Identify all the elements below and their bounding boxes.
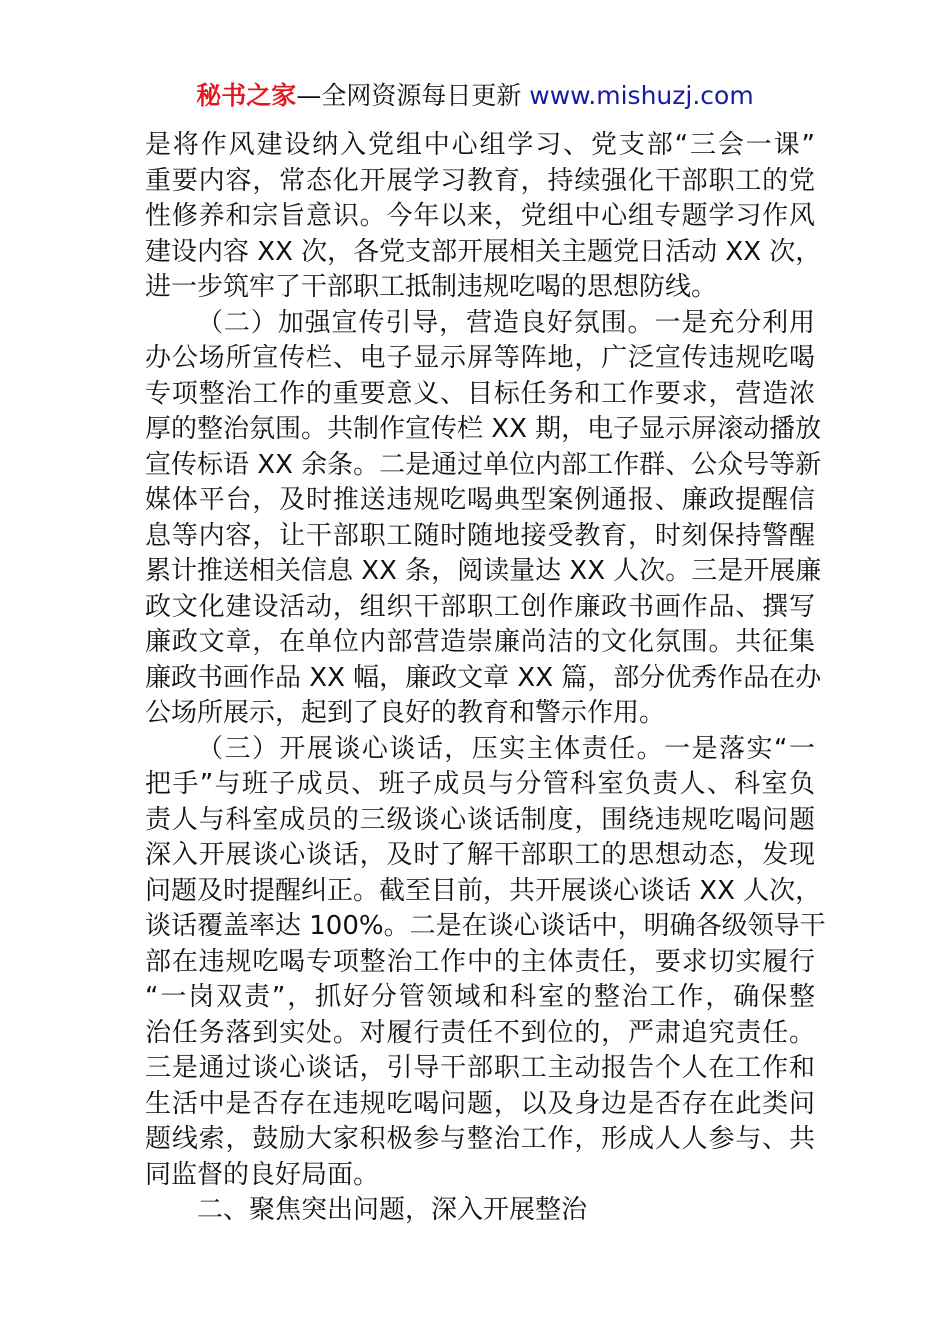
section-3-first-line: （三）开展谈心谈话，压实主体责任。一是落实“一	[197, 733, 815, 764]
body-line: 进一步筑牢了干部职工抵制违规吃喝的思想防线。	[145, 272, 718, 302]
body-line: 办公场所宣传栏、电子显示屏等阵地，广泛宣传违规吃喝	[145, 343, 815, 373]
body-line: 生活中是否存在违规吃喝问题，以及身边是否存在此类问	[145, 1088, 815, 1119]
body-line: 公场所展示，起到了良好的教育和警示作用。	[145, 698, 666, 728]
body-line: 谈话覆盖率达 100%。二是在谈心谈话中，明确各级领导干	[145, 911, 826, 941]
document-body	[145, 128, 826, 1229]
body-line: 责人与科室成员的三级谈心谈话制度，围绕违规吃喝问题	[145, 804, 815, 835]
brand-name: 秘书之家	[196, 81, 297, 110]
body-line: 专项整治工作的重要意义、目标任务和工作要求，营造浓	[145, 378, 815, 409]
section-heading: 二、聚焦突出问题，深入开展整治	[197, 1195, 588, 1225]
body-line: “一岗双责”，抓好分管领域和科室的整治工作，确保整	[145, 982, 815, 1012]
section-2-first-line: （二）加强宣传引导，营造良好氛围。一是充分利用	[197, 307, 815, 338]
body-line: 厚的整治氛围。共制作宣传栏 XX 期，电子显示屏滚动播放	[145, 414, 822, 444]
body-line: 宣传标语 XX 余条。二是通过单位内部工作群、公众号等新	[145, 449, 822, 480]
body-line: 题线索，鼓励大家积极参与整治工作，形成人人参与、共	[145, 1124, 815, 1154]
body-line: 息等内容，让干部职工随时随地接受教育，时刻保持警醒	[145, 520, 815, 551]
site-url[interactable]: www.mishuzj.com	[529, 81, 754, 110]
body-line: 把手”与班子成员、班子成员与分管科室负责人、科室负	[145, 769, 815, 799]
body-line: 廉政文章，在单位内部营造崇廉尚洁的文化氛围。共征集	[145, 627, 815, 657]
body-line: 部在违规吃喝专项整治工作中的主体责任，要求切实履行	[145, 946, 815, 977]
body-line: 建设内容 XX 次，各党支部开展相关主题党日活动 XX 次，	[145, 236, 822, 267]
body-line: 问题及时提醒纠正。截至目前，共开展谈心谈话 XX 人次，	[145, 875, 822, 906]
body-line: 政文化建设活动，组织干部职工创作廉政书画作品、撰写	[145, 591, 815, 622]
body-line: 廉政书画作品 XX 幅，廉政文章 XX 篇，部分优秀作品在办	[145, 662, 822, 693]
body-line: 是将作风建设纳入党组中心组学习、党支部“三会一课”	[145, 130, 815, 160]
body-line: 累计推送相关信息 XX 条，阅读量达 XX 人次。三是开展廉	[145, 556, 822, 586]
body-line: 性修养和宗旨意识。今年以来，党组中心组专题学习作风	[145, 201, 815, 231]
body-line: 媒体平台，及时推送违规吃喝典型案例通报、廉政提醒信	[145, 485, 815, 515]
body-line: 重要内容，常态化开展学习教育，持续强化干部职工的党	[145, 165, 815, 196]
site-watermark-header	[0, 80, 950, 112]
body-line: 深入开展谈心谈话，及时了解干部职工的思想动态，发现	[145, 840, 815, 870]
body-line: 同监督的良好局面。	[145, 1159, 380, 1190]
header-slogan: —全网资源每日更新	[296, 81, 530, 110]
body-line: 三是通过谈心谈话，引导干部职工主动报告个人在工作和	[145, 1053, 815, 1083]
body-line: 治任务落到实处。对履行责任不到位的，严肃追究责任。	[145, 1017, 815, 1048]
